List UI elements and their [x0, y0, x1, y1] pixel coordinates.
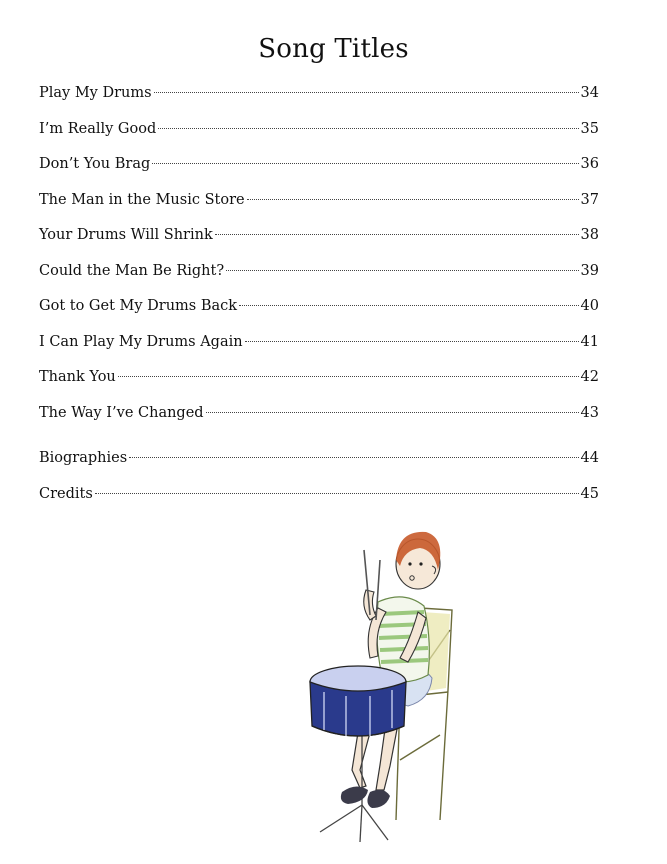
toc-title: Could the Man Be Right? [39, 262, 225, 279]
toc-row[interactable] [39, 364, 599, 400]
dot-leader [215, 233, 579, 235]
boy-playing-snare-drum-icon [300, 520, 470, 850]
dot-leader [226, 269, 578, 271]
toc-page-number: 44 [580, 450, 599, 466]
toc-row-biographies[interactable] [39, 445, 599, 481]
toc-title: Don’t You Brag [39, 156, 151, 172]
toc-title: Credits [39, 485, 93, 502]
toc-page-number: 40 [580, 298, 599, 314]
toc-row[interactable] [39, 293, 599, 329]
toc-title: Thank You [39, 369, 116, 385]
toc-title: The Way I’ve Changed [39, 404, 204, 421]
toc-row[interactable] [39, 80, 599, 116]
toc-row-credits[interactable] [39, 481, 599, 517]
toc-row[interactable] [39, 329, 599, 365]
toc-title: Got to Get My Drums Back [39, 298, 238, 314]
toc-page-number: 42 [580, 369, 599, 385]
toc-page-number: 36 [580, 156, 599, 172]
toc-page-number: 34 [580, 85, 599, 101]
dot-leader [152, 162, 578, 164]
toc-title: The Man in the Music Store [39, 191, 245, 208]
toc-title: I’m Really Good [39, 120, 157, 137]
toc-page-number: 37 [580, 191, 599, 208]
toc-page-number: 35 [580, 120, 599, 137]
dot-leader [206, 411, 579, 413]
toc-title: Your Drums Will Shrink [39, 227, 213, 243]
table-of-contents [39, 80, 599, 516]
dot-leader [247, 198, 579, 200]
toc-row[interactable] [39, 116, 599, 152]
dot-leader [239, 304, 578, 306]
toc-page-number: 45 [580, 485, 599, 502]
toc-row[interactable] [39, 222, 599, 258]
dot-leader [154, 91, 579, 93]
toc-title: I Can Play My Drums Again [39, 333, 243, 350]
toc-page-number: 43 [580, 404, 599, 421]
toc-page-number: 41 [580, 333, 599, 350]
toc-row[interactable] [39, 151, 599, 187]
dot-leader [95, 492, 579, 494]
dot-leader [158, 127, 578, 129]
toc-row[interactable] [39, 400, 599, 436]
page-title: Song Titles [258, 34, 409, 64]
dot-leader [118, 375, 579, 377]
toc-row[interactable] [39, 187, 599, 223]
dot-leader [129, 456, 578, 458]
toc-row[interactable] [39, 258, 599, 294]
toc-page-number: 38 [580, 227, 599, 243]
dot-leader [245, 340, 579, 342]
toc-title: Biographies [39, 450, 128, 466]
toc-title: Play My Drums [39, 85, 152, 101]
toc-page-number: 39 [580, 262, 599, 279]
